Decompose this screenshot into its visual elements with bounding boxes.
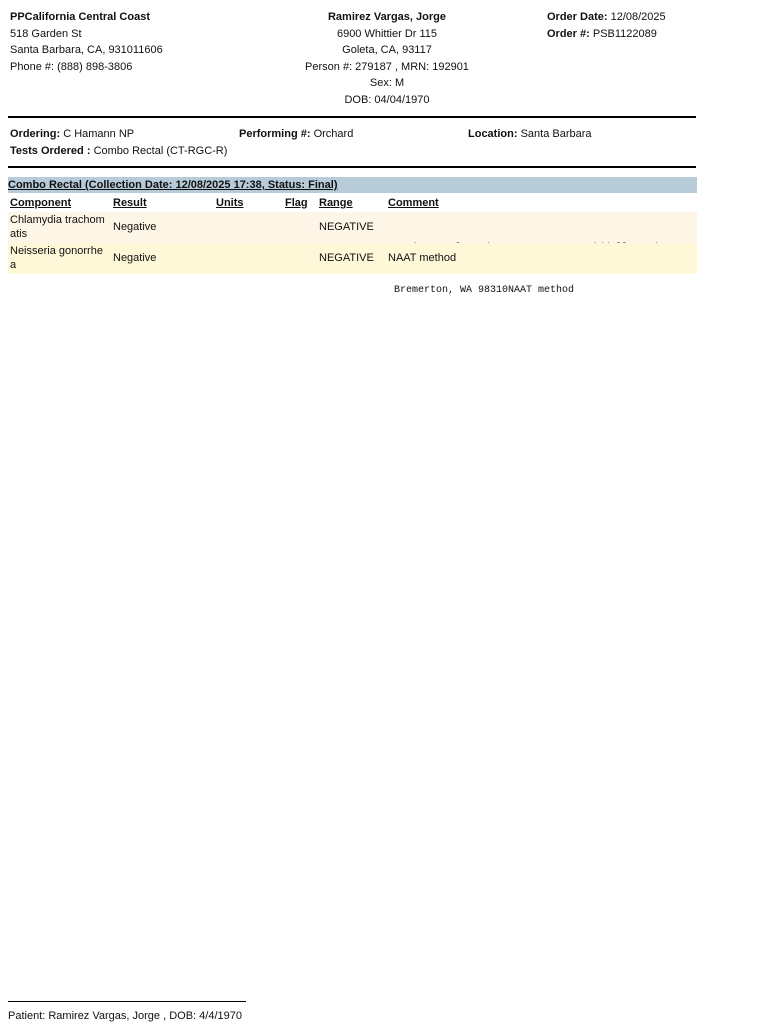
order-date-label: Order Date: [547, 11, 608, 23]
tests-ordered-value: Combo Rectal (CT-RGC-R) [93, 145, 228, 157]
clinic-phone-number: (888) 898-3806 [57, 60, 133, 73]
patient-name: Ramirez Vargas, Jorge [327, 11, 446, 23]
result-cell: Negative [113, 252, 157, 264]
range-cell: NEGATIVE [319, 252, 374, 264]
order-number-value: PSB1122089 [592, 27, 657, 40]
results-section-title: Combo Rectal (Collection Date: 12/08/2025 17:38, Status: Final) [8, 179, 338, 191]
results-section-header [8, 177, 697, 193]
order-info [547, 9, 666, 42]
collection-location [468, 126, 592, 143]
column-header-range: Range [319, 197, 353, 209]
component-name-line2: atis [10, 228, 28, 240]
location-value: Santa Barbara [520, 128, 592, 140]
tests-ordered-label: Tests Ordered : [10, 145, 91, 157]
comment-cell: NAAT method [388, 252, 457, 264]
header-divider [8, 116, 696, 118]
footer-divider [8, 1001, 246, 1002]
component-cell [10, 244, 103, 272]
comment-line2: Bremerton, WA 98310NAAT method [388, 285, 575, 296]
column-header-comment: Comment [388, 197, 439, 209]
range-cell: NEGATIVE [319, 221, 374, 233]
ordering-provider [10, 126, 134, 143]
order-number-label: Order #: [547, 27, 590, 40]
component-name-line2: a [10, 259, 17, 271]
result-cell: Negative [113, 221, 157, 233]
clinic-address-line1: 518 Garden St [10, 27, 82, 40]
performing-lab [239, 126, 353, 143]
column-header-units: Units [216, 197, 244, 209]
tests-ordered [10, 143, 227, 160]
order-number [547, 26, 666, 43]
table-row [8, 243, 697, 274]
column-header-result: Result [113, 197, 147, 209]
patient-address-line2: Goleta, CA, 93117 [342, 44, 432, 56]
order-date-value: 12/08/2025 [610, 11, 666, 23]
clinic-name: PPCalifornia Central Coast [10, 11, 150, 23]
patient-address-line1: 6900 Whittier Dr 115 [336, 27, 438, 40]
order-date [547, 9, 666, 26]
clinic-phone-label: Phone #: [10, 60, 55, 73]
performing-label: Performing #: [239, 128, 311, 140]
ordering-label: Ordering: [10, 128, 61, 140]
column-header-flag: Flag [285, 197, 308, 209]
location-label: Location: [468, 128, 518, 140]
patient-identifiers: Person #: 279187 , MRN: 192901 [305, 60, 469, 73]
clinic-phone [10, 59, 163, 76]
clinic-info [10, 9, 163, 75]
component-cell [10, 213, 105, 241]
column-header-component: Component [10, 197, 72, 209]
performing-value: Orchard [313, 128, 354, 140]
component-name-line1: Neisseria gonorrhe [10, 245, 103, 257]
patient-sex: Sex: M [369, 77, 405, 89]
clinic-address-line2: Santa Barbara, CA, 931011606 [10, 44, 163, 56]
component-name-line1: Chlamydia trachom [10, 214, 105, 226]
details-divider [8, 166, 696, 168]
ordering-value: C Hamann NP [63, 128, 135, 140]
patient-dob: DOB: 04/04/1970 [344, 93, 430, 106]
footer-patient-summary: Patient: Ramirez Vargas, Jorge , DOB: 4/4/1970 [8, 1010, 242, 1022]
patient-info [287, 9, 487, 108]
